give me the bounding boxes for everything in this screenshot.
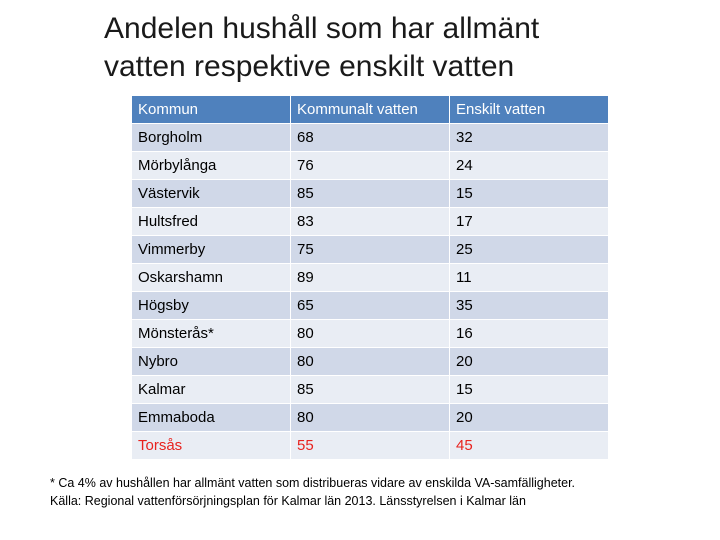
cell-enskilt-vatten: 32 [450, 124, 609, 152]
cell-kommunalt-vatten: 85 [291, 376, 450, 404]
column-header-kommunalt-vatten: Kommunalt vatten [291, 96, 450, 124]
cell-kommunalt-vatten: 83 [291, 208, 450, 236]
column-header-kommun: Kommun [132, 96, 291, 124]
cell-enskilt-vatten: 24 [450, 152, 609, 180]
cell-kommunalt-vatten: 75 [291, 236, 450, 264]
table-row [132, 152, 609, 180]
table-row [132, 348, 609, 376]
table-row [132, 180, 609, 208]
cell-kommunalt-vatten: 80 [291, 404, 450, 432]
cell-kommun: Vimmerby [132, 236, 291, 264]
cell-enskilt-vatten: 20 [450, 348, 609, 376]
table-row [132, 292, 609, 320]
footnote-note: * Ca 4% av hushållen har allmänt vatten som distribueras vidare av enskilda VA-samfälligheter. [50, 476, 576, 490]
cell-kommun: Borgholm [132, 124, 291, 152]
table-body [132, 124, 609, 460]
cell-enskilt-vatten: 35 [450, 292, 609, 320]
table-row [132, 264, 609, 292]
cell-kommun: Emmaboda [132, 404, 291, 432]
cell-enskilt-vatten: 16 [450, 320, 609, 348]
cell-kommunalt-vatten: 85 [291, 180, 450, 208]
cell-kommun: Torsås [132, 432, 291, 460]
cell-kommun: Mönsterås* [132, 320, 291, 348]
table-row [132, 404, 609, 432]
cell-kommunalt-vatten: 55 [291, 432, 450, 460]
water-supply-table [131, 95, 609, 460]
cell-kommunalt-vatten: 65 [291, 292, 450, 320]
cell-enskilt-vatten: 20 [450, 404, 609, 432]
table-row [132, 320, 609, 348]
table-row [132, 208, 609, 236]
cell-kommunalt-vatten: 68 [291, 124, 450, 152]
cell-enskilt-vatten: 17 [450, 208, 609, 236]
page-title [104, 10, 664, 86]
table-header-row [132, 96, 609, 124]
cell-kommun: Kalmar [132, 376, 291, 404]
table-row [132, 124, 609, 152]
cell-kommunalt-vatten: 80 [291, 348, 450, 376]
cell-enskilt-vatten: 15 [450, 180, 609, 208]
table-row [132, 236, 609, 264]
cell-kommunalt-vatten: 89 [291, 264, 450, 292]
footnote-source: Källa: Regional vattenförsörjningsplan för Kalmar län 2013. Länsstyrelsen i Kalmar län [50, 494, 526, 508]
title-line-1: Andelen hushåll som har allmänt [104, 12, 540, 45]
cell-enskilt-vatten: 25 [450, 236, 609, 264]
table-row [132, 432, 609, 460]
column-header-enskilt-vatten: Enskilt vatten [450, 96, 609, 124]
cell-kommun: Mörbylånga [132, 152, 291, 180]
cell-kommun: Västervik [132, 180, 291, 208]
cell-kommun: Högsby [132, 292, 291, 320]
cell-enskilt-vatten: 11 [450, 264, 609, 292]
cell-kommun: Hultsfred [132, 208, 291, 236]
cell-enskilt-vatten: 15 [450, 376, 609, 404]
cell-kommunalt-vatten: 80 [291, 320, 450, 348]
cell-kommunalt-vatten: 76 [291, 152, 450, 180]
cell-kommun: Nybro [132, 348, 291, 376]
cell-enskilt-vatten: 45 [450, 432, 609, 460]
table-row [132, 376, 609, 404]
footnote [50, 474, 710, 510]
title-line-2: vatten respektive enskilt vatten [104, 50, 515, 83]
cell-kommun: Oskarshamn [132, 264, 291, 292]
